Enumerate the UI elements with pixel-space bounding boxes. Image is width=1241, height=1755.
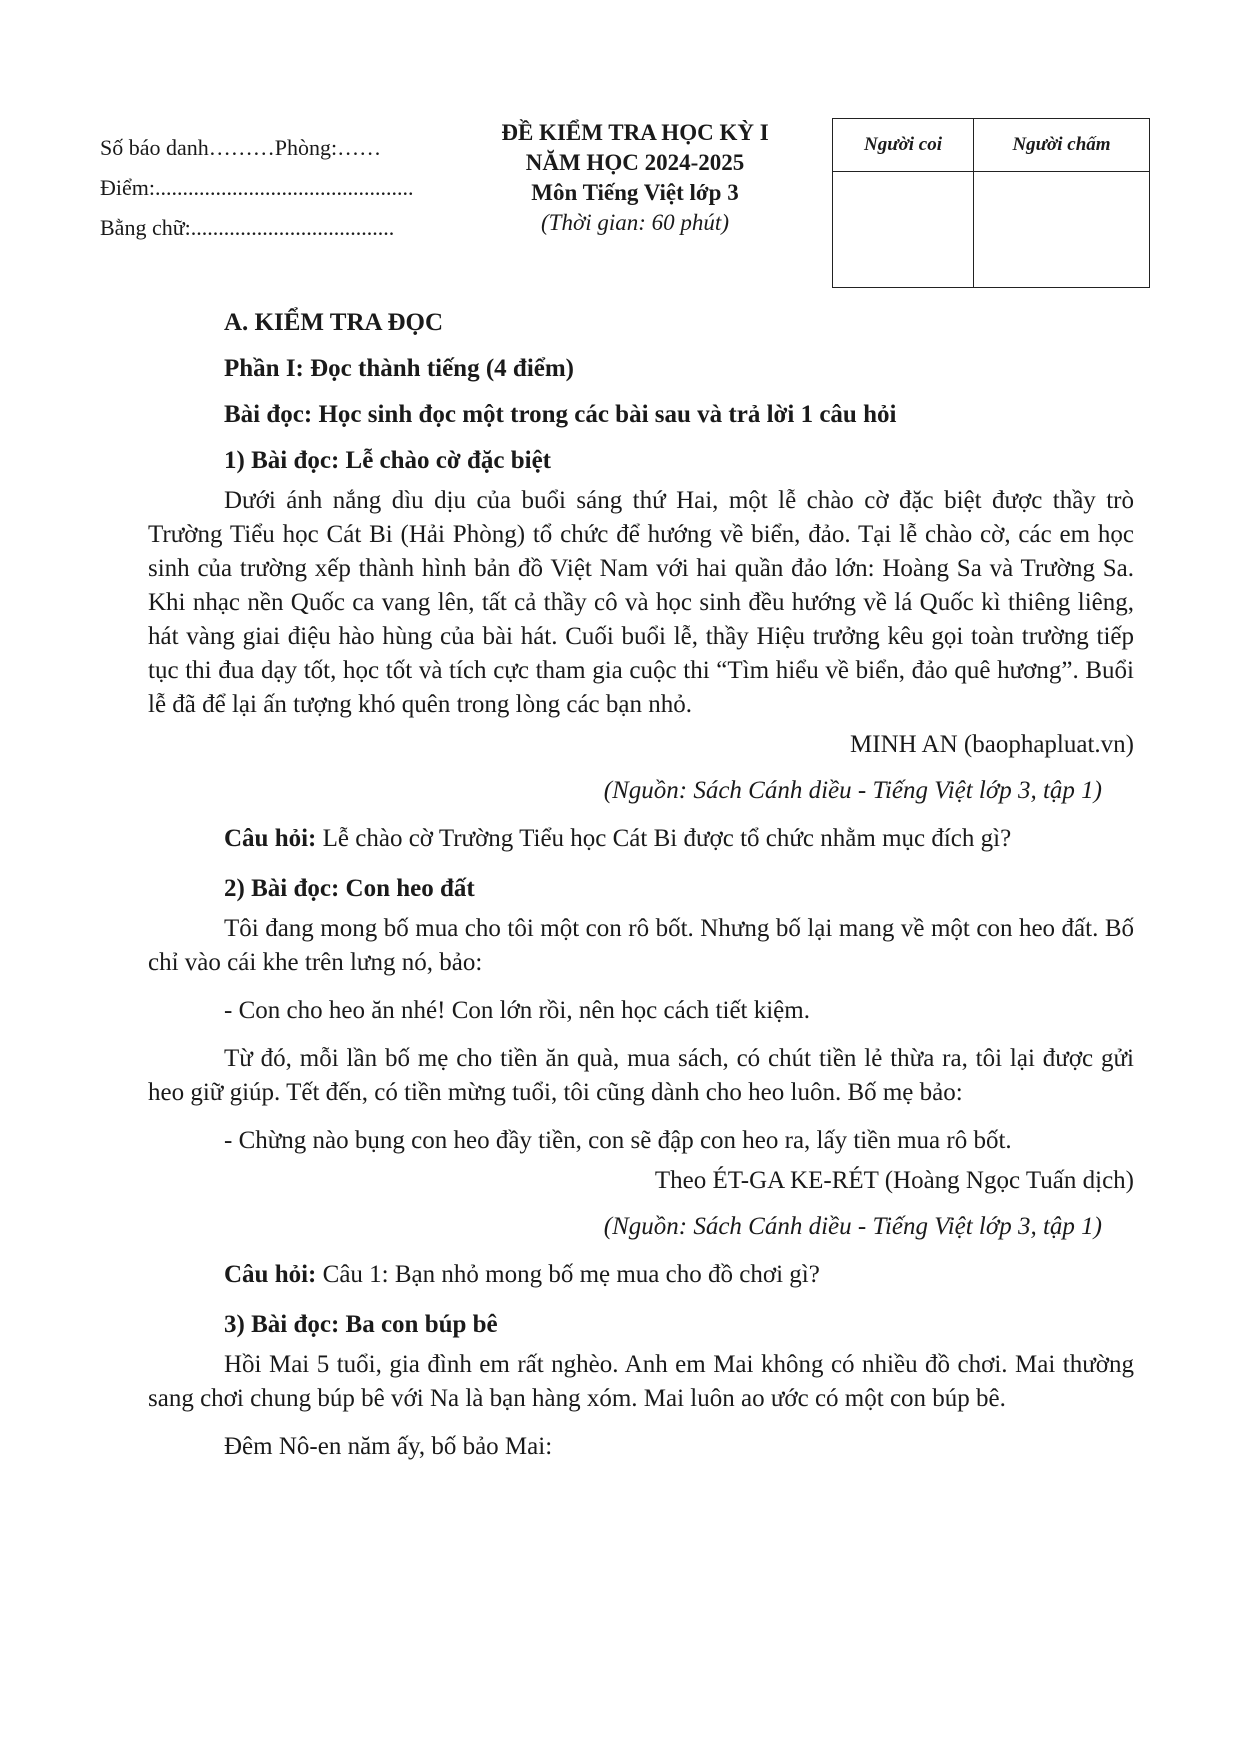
reading-3-paragraph-1: Hồi Mai 5 tuổi, gia đình em rất nghèo. Anh em Mai không có nhiều đồ chơi. Mai thường sang chơi chung búp bê với Na là bạn hàng xóm. Mai luôn ao ước có một con búp bê. [148, 1351, 1134, 1412]
reading-2-author: Theo ÉT-GA KE-RÉT (Hoàng Ngọc Tuấn dịch) [654, 1167, 1134, 1194]
reading-2-paragraph-3: Từ đó, mỗi lần bố mẹ cho tiền ăn quà, mua sách, có chút tiền lẻ thừa ra, tôi lại được gửi heo giữ giúp. Tết đến, có tiền mừng tuổi, tôi cũng dành cho heo luôn. Bố mẹ bảo: [148, 1045, 1134, 1106]
grader-signature-box [832, 118, 1150, 288]
reading-3-paragraph-2: Đêm Nô-en năm ấy, bố bảo Mai: [224, 1433, 553, 1460]
grader-header: Người chấm [974, 119, 1150, 172]
question-label: Câu hỏi: [224, 1261, 317, 1288]
proctor-signature-cell [833, 172, 974, 288]
reading-2-paragraph-2: - Con cho heo ăn nhé! Con lớn rồi, nên học cách tiết kiệm. [224, 997, 810, 1024]
candidate-info [100, 128, 414, 248]
question-label: Câu hỏi: [224, 825, 317, 852]
reading-2-title: 2) Bài đọc: Con heo đất [224, 875, 475, 902]
grader-table [833, 119, 1149, 287]
reading-2-paragraph-1: Tôi đang mong bố mua cho tôi một con rô bốt. Nhưng bố lại mang về một con heo đất. Bố chỉ vào cái khe trên lưng nó, bảo: [148, 915, 1134, 976]
reading-1-source: (Nguồn: Sách Cánh diều - Tiếng Việt lớp 3, tập 1) [603, 777, 1102, 804]
reading-3-title: 3) Bài đọc: Ba con búp bê [224, 1311, 498, 1338]
reading-2-question [148, 1258, 1134, 1292]
exam-title: ĐỀ KIỂM TRA HỌC KỲ I [501, 120, 769, 145]
subject: Môn Tiếng Việt lớp 3 [531, 180, 739, 205]
score-in-words-line: Bằng chữ:..................................... [100, 215, 395, 240]
reading-1-author: MINH AN (baophapluat.vn) [850, 731, 1134, 758]
grader-signature-cell [974, 172, 1150, 288]
score-line: Điểm:............................................... [100, 175, 414, 200]
candidate-number-room-line: Số báo danh………Phòng:…… [100, 135, 382, 160]
reading-1-paragraph: Dưới ánh nắng dìu dịu của buổi sáng thứ Hai, một lễ chào cờ đặc biệt được thầy trò Trường Tiểu học Cát Bi (Hải Phòng) tổ chức để hướng về biển, đảo. Tại lễ chào cờ, các em học sinh của trường xếp thành hình bản đồ Việt Nam với hai quần đảo lớn: Hoàng Sa và Trường Sa. Khi nhạc nền Quốc ca vang lên, tất cả thầy cô và học sinh đều hướng về lá Quốc kì thiêng liêng, hát vàng giai điệu hào hùng của bài hát. Cuối buổi lễ, thầy Hiệu trưởng kêu gọi toàn trường tiếp tục thi đua dạy tốt, học tốt và tích cực tham gia cuộc thi “Tìm hiểu về biển, đảo quê hương”. Buổi lễ đã để lại ấn tượng khó quên trong lòng các bạn nhỏ. [148, 487, 1134, 718]
question-text: Lễ chào cờ Trường Tiểu học Cát Bi được tổ chức nhằm mục đích gì? [316, 825, 1012, 852]
exam-title-block [455, 118, 815, 238]
reading-2-paragraph-4: - Chừng nào bụng con heo đầy tiền, con sẽ đập con heo ra, lấy tiền mua rô bốt. [224, 1127, 1012, 1154]
instruction: Bài đọc: Học sinh đọc một trong các bài sau và trả lời 1 câu hỏi [224, 401, 897, 428]
question-text: Câu 1: Bạn nhỏ mong bố mẹ mua cho đồ chơi gì? [316, 1261, 820, 1288]
reading-1-title: 1) Bài đọc: Lễ chào cờ đặc biệt [224, 447, 552, 474]
school-year: NĂM HỌC 2024-2025 [525, 150, 745, 175]
section-title: A. KIỂM TRA ĐỌC [224, 309, 444, 336]
reading-2-source: (Nguồn: Sách Cánh diều - Tiếng Việt lớp 3, tập 1) [603, 1213, 1102, 1240]
proctor-header: Người coi [833, 119, 974, 172]
part-title: Phần I: Đọc thành tiếng (4 điểm) [224, 355, 575, 382]
exam-content [148, 300, 1134, 1464]
duration: (Thời gian: 60 phút) [541, 210, 729, 235]
reading-1-question [148, 822, 1134, 856]
